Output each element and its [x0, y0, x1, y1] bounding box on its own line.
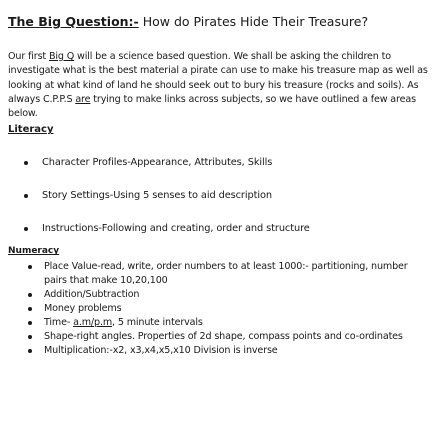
list-item	[8, 316, 431, 330]
title-label: The Big Question:-	[8, 14, 139, 29]
list-item	[8, 344, 431, 358]
bullet-icon	[28, 307, 32, 311]
bullet-icon	[28, 321, 32, 325]
am-pm-term: a.m/p.m	[73, 317, 113, 329]
bullet-icon	[28, 349, 32, 353]
list-item	[8, 189, 425, 203]
numeracy-item-text: Multiplication:-x2, x3,x4,x5,x10 Division is inverse	[44, 345, 278, 357]
numeracy-item-text: Addition/Subtraction	[44, 289, 140, 301]
numeracy-item-text: Money problems	[44, 303, 122, 315]
intro-paragraph	[8, 50, 428, 121]
literacy-heading: Literacy	[8, 124, 54, 136]
list-item	[8, 260, 431, 288]
bullet-icon	[24, 227, 28, 231]
big-q-term: Big Q	[48, 51, 75, 62]
time-item-pre: Time-	[44, 317, 74, 329]
bullet-icon	[28, 293, 32, 297]
list-item	[8, 222, 425, 236]
bullet-icon	[24, 161, 28, 165]
title-text: How do Pirates Hide Their Treasure?	[142, 14, 369, 29]
numeracy-item-text: Place Value-read, write, order numbers to at least 1000:- partitioning, number pairs that make 10,20,100	[44, 261, 408, 287]
intro-part-2: will be a science based question. We shall be asking the children to investigate what is the best material a pirate can use to make his treasure map as well as looking at what kind of land he should seek out to bury his treasure (rocks and soils). As always C.P.P.S	[8, 51, 428, 105]
list-item	[8, 302, 431, 316]
literacy-item-text: Story Settings-Using 5 senses to aid description	[42, 190, 272, 202]
numeracy-heading: Numeracy	[8, 246, 60, 257]
list-item	[8, 330, 431, 344]
are-term: are	[75, 93, 91, 105]
time-item-post: , 5 minute intervals	[112, 317, 203, 329]
intro-part-3: trying to make links across subjects, so we have outlined a few areas below.	[8, 93, 416, 120]
bullet-icon	[24, 194, 28, 198]
numeracy-list	[8, 260, 425, 358]
list-item	[8, 156, 425, 170]
list-item	[8, 288, 431, 302]
numeracy-item-text: Shape-right angles. Properties of 2d shape, compass points and co-ordinates	[44, 331, 403, 343]
intro-part-1: Our first	[8, 51, 49, 62]
literacy-item-text: Instructions-Following and creating, order and structure	[42, 223, 310, 235]
big-question-title	[8, 14, 425, 30]
bullet-icon	[28, 265, 32, 269]
literacy-list	[8, 156, 425, 236]
literacy-item-text: Character Profiles-Appearance, Attributes, Skills	[42, 157, 273, 169]
bullet-icon	[28, 335, 32, 339]
